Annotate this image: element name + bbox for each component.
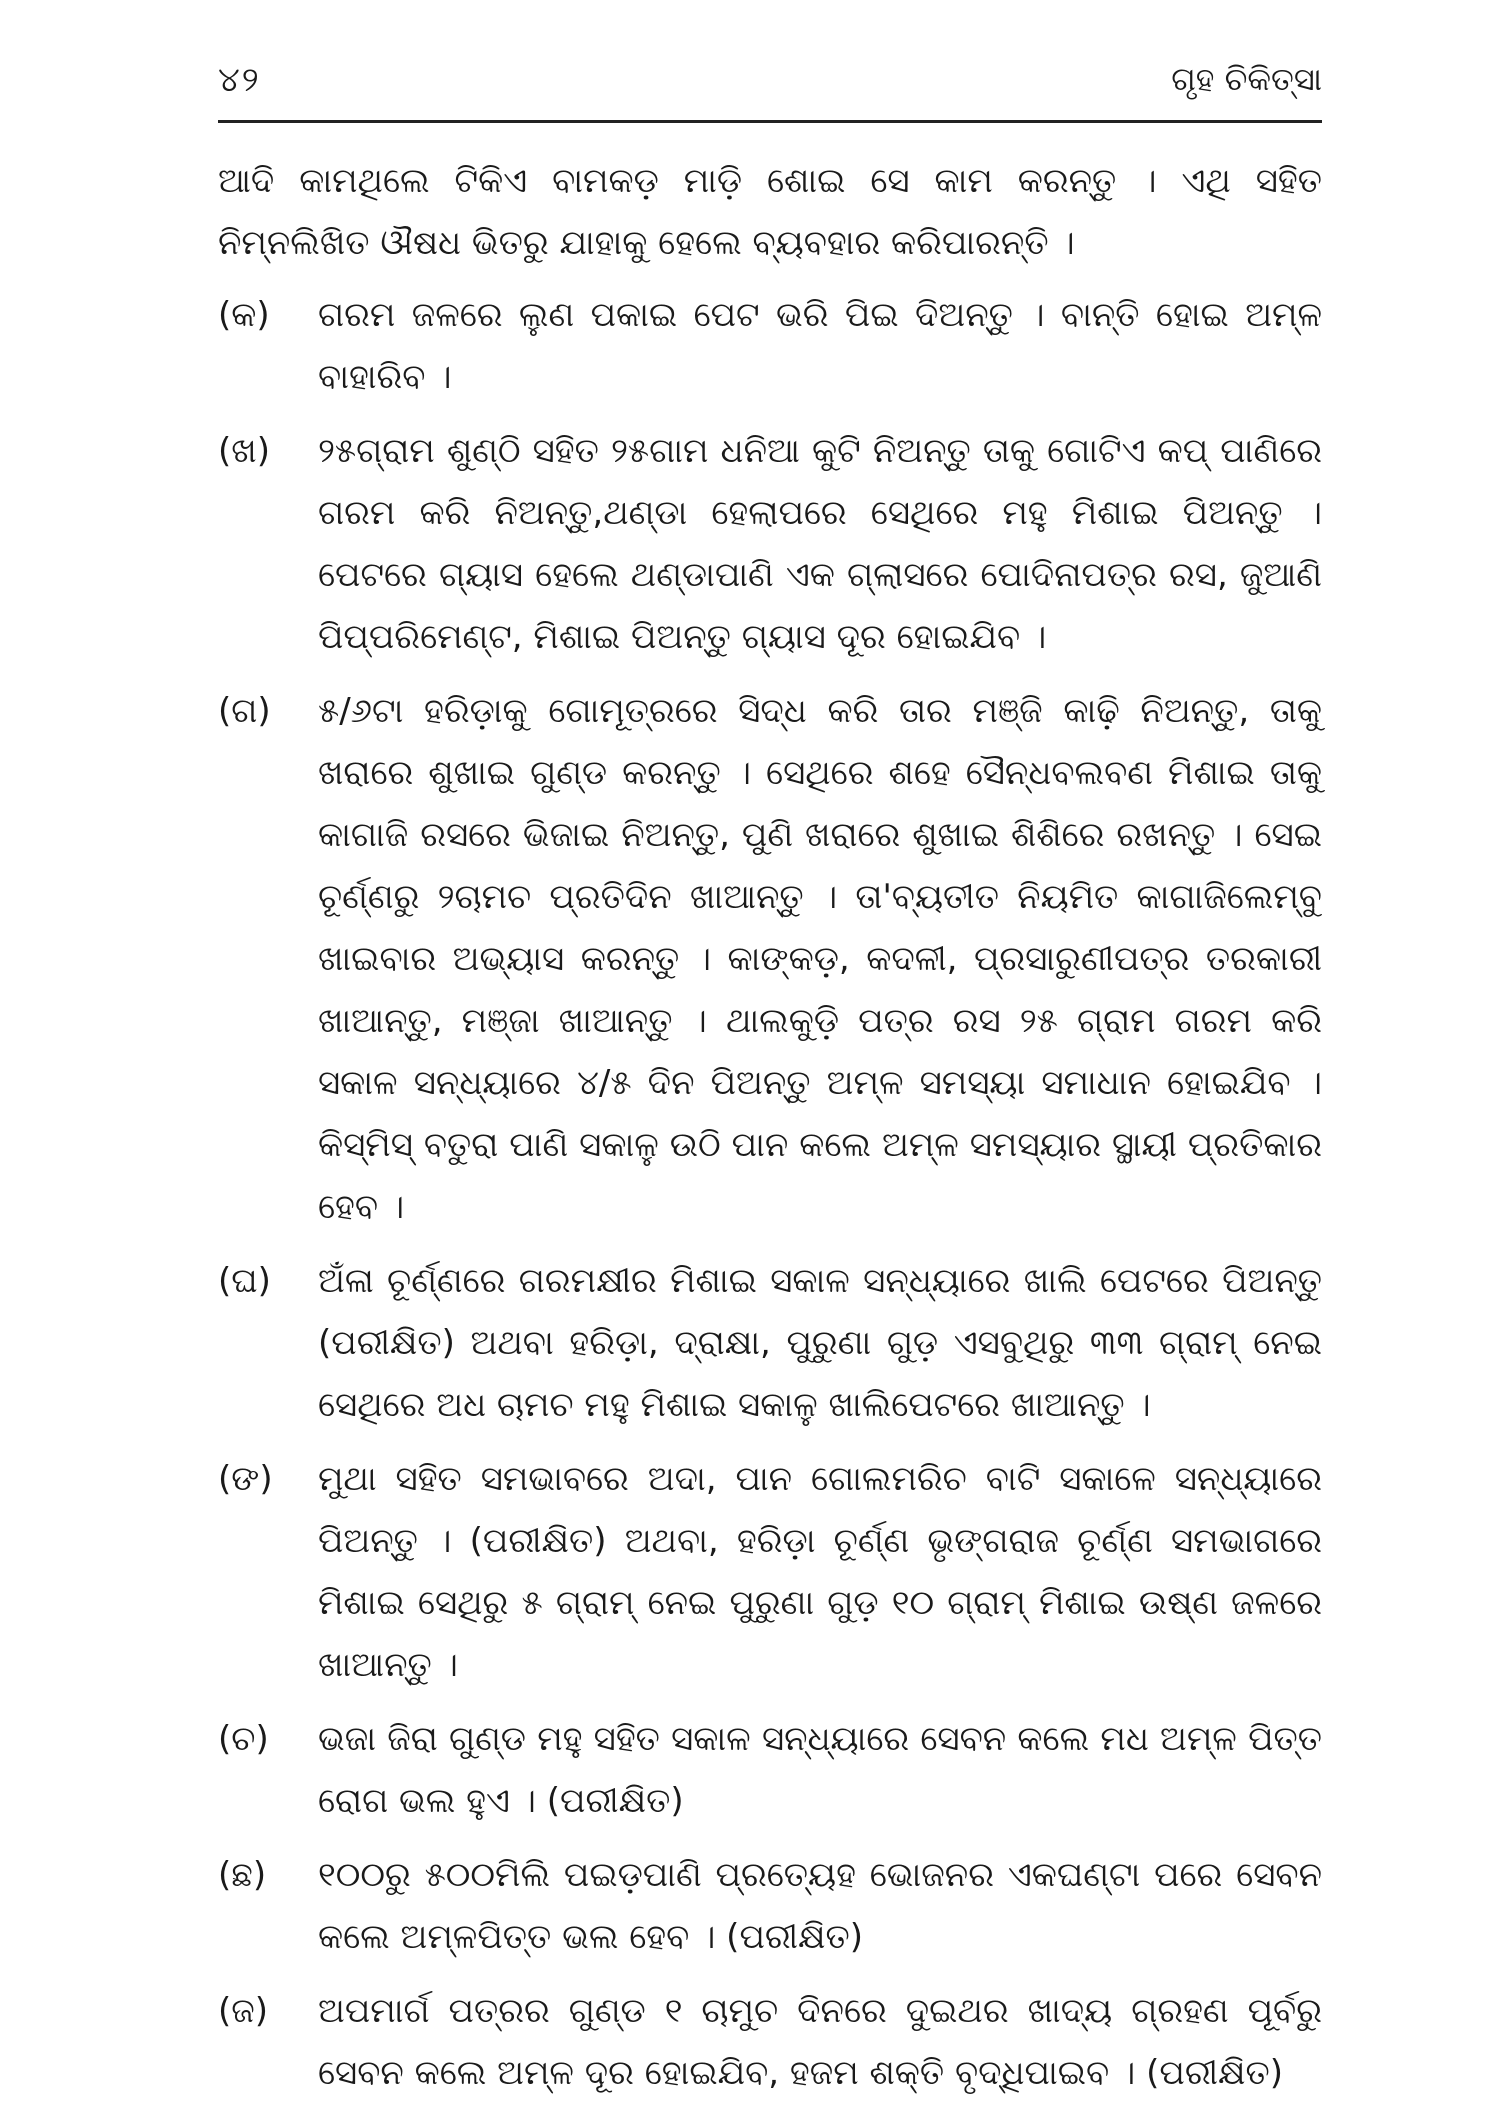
running-title: ଗୃହ ଚିକିତ୍ସା [1171, 60, 1322, 98]
item-text: ଅଁଳା ଚୂର୍ଣ୍ଣରେ ଗରମକ୍ଷୀର ମିଶାଇ ସକାଳ ସନ୍ଧ୍ୟାରେ ଖାଲି ପେଟରେ ପିଅନ୍ତୁ (ପରୀକ୍ଷିତ) ଅଥବା ହରିଡ଼ା, ଦ୍ରାକ୍ଷା, ପୁରୁଣା ଗୁଡ଼ ଏସବୁଥିରୁ ୩୩ ଗ୍ରାମ୍ ନେଇ ସେଥିରେ ଅଧ ଚାମଚ ମହୁ ମିଶାଇ ସକାଳୁ ଖାଲିପେଟରେ ଖାଆନ୍ତୁ । [318, 1261, 1322, 1425]
page-header [218, 52, 1322, 122]
item-text: ମୁଥା ସହିତ ସମଭାବରେ ଅଦା, ପାନ ଗୋଲମରିଚ ବାଟି ସକାଳେ ସନ୍ଧ୍ୟାରେ ପିଅନ୍ତୁ । (ପରୀକ୍ଷିତ) ଅଥବା, ହରିଡ଼ା ଚୂର୍ଣ୍ଣ ଭୃଙ୍ଗରାଜ ଚୂର୍ଣ୍ଣ ସମଭାଗରେ ମିଶାଇ ସେଥିରୁ ୫ ଗ୍ରାମ୍ ନେଇ ପୁରୁଣା ଗୁଡ଼ ୧୦ ଗ୍ରାମ୍ ମିଶାଇ ଉଷ୍ଣ ଜଳରେ ଖାଆନ୍ତୁ । [318, 1459, 1322, 1685]
list-item [218, 1448, 1322, 1696]
page-number: ୪୨ [218, 60, 261, 100]
item-text: ଅପମାର୍ଗ ପତ୍ରର ଗୁଣ୍ଡ ୧ ଚାମୁଚ ଦିନରେ ଦୁଇଥର ଖାଦ୍ୟ ଗ୍ରହଣ ପୂର୍ବରୁ ସେବନ କଲେ ଅମ୍ଳ ଦୂର ହୋଇଯିବ, ହଜମ ଶକ୍ତି ବୃଦ୍ଧିପାଇବ । (ପରୀକ୍ଷିତ) [318, 1991, 1322, 2093]
list-item [218, 1980, 1322, 2104]
list-item [218, 1250, 1322, 1436]
item-label: (ଖ) [218, 431, 270, 471]
item-label: (ଘ) [218, 1261, 271, 1301]
item-label: (ଜ) [218, 1991, 269, 2031]
item-text: ଗରମ ଜଳରେ ଲୁଣ ପକାଇ ପେଟ ଭରି ପିଇ ଦିଅନ୍ତୁ । ବାନ୍ତି ହୋଇ ଅମ୍ଳ ବାହାରିବ । [318, 295, 1322, 397]
item-text: ୨୫ଗ୍ରାମ ଶୁଣ୍ଠି ସହିତ ୨୫ଗାମ ଧନିଆ କୁଟି ନିଅନ୍ତୁ ତାକୁ ଗୋଟିଏ କପ୍ ପାଣିରେ ଗରମ କରି ନିଅନ୍ତୁ,ଥଣ୍ଡା ହେଲାପରେ ସେଥିରେ ମହୁ ମିଶାଇ ପିଅନ୍ତୁ । ପେଟରେ ଗ୍ୟାସ ହେଲେ ଥଣ୍ଡାପାଣି ଏକ ଗ୍ଲାସରେ ପୋଦିନାପତ୍ର ରସ, ଜୁଆଣି ପିପ୍ପରିମେଣ୍ଟ, ମିଶାଇ ପିଅନ୍ତୁ ଗ୍ୟାସ ଦୂର ହୋଇଯିବ । [318, 431, 1322, 657]
item-text: ୧୦୦ରୁ ୫୦୦ମିଲି ପଇଡ଼ପାଣି ପ୍ରତ୍ୟେହ ଭୋଜନର ଏକଘଣ୍ଟା ପରେ ସେବନ କଲେ ଅମ୍ଳପିତ୍ତ ଭଲ ହେବ । (ପରୀକ୍ଷିତ) [318, 1855, 1322, 1957]
body-text [218, 150, 1322, 2116]
list-item [218, 1708, 1322, 1832]
item-text: ଭଜା ଜିରା ଗୁଣ୍ଡ ମହୁ ସହିତ ସକାଳ ସନ୍ଧ୍ୟାରେ ସେବନ କଲେ ମଧ ଅମ୍ଳ ପିତ୍ତ ରୋଗ ଭଲ ହୁଏ । (ପରୀକ୍ଷିତ) [318, 1719, 1322, 1821]
list-item [218, 420, 1322, 668]
item-label: (ଛ) [218, 1855, 267, 1895]
list-item [218, 680, 1322, 1238]
list-item [218, 284, 1322, 408]
intro-paragraph: ଆଦି କାମଥିଲେ ଟିକିଏ ବାମକଡ଼ ମାଡ଼ି ଶୋଇ ସେ କାମ କରନ୍ତୁ । ଏଥି ସହିତ ନିମ୍ନଲିଖିତ ଔଷଧ ଭିତରୁ ଯାହାକୁ ହେଲେ ବ୍ୟବହାର କରିପାରନ୍ତି । [218, 161, 1322, 263]
list-item [218, 1844, 1322, 1968]
item-label: (ଙ) [218, 1459, 273, 1499]
item-label: (ଗ) [218, 691, 271, 731]
item-text: ୫/୬ଟା ହରିଡ଼ାକୁ ଗୋମୂତ୍ରରେ ସିଦ୍ଧ କରି ତାର ମଞ୍ଜି କାଢ଼ି ନିଅନ୍ତୁ, ତାକୁ ଖରାରେ ଶୁଖାଇ ଗୁଣ୍ଡ କରନ୍ତୁ । ସେଥିରେ ଶହେ ସୈନ୍ଧବଲବଣ ମିଶାଇ ତାକୁ କାଗାଜି ରସରେ ଭିଜାଇ ନିଅନ୍ତୁ, ପୁଣି ଖରାରେ ଶୁଖାଇ ଶିଶିରେ ରଖନ୍ତୁ । ସେଇ ଚୂର୍ଣ୍ଣରୁ ୨ଚାମଚ ପ୍ରତିଦିନ ଖାଆନ୍ତୁ । ତା'ବ୍ୟତୀତ ନିୟମିତ କାଗାଜିଲେମ୍ବୁ ଖାଇବାର ଅଭ୍ୟାସ କରନ୍ତୁ । କାଙ୍କଡ଼, କଦଳୀ, ପ୍ରସାରୁଣୀପତ୍ର ତରକାରୀ ଖାଆନ୍ତୁ, ମଞ୍ଜା ଖାଆନ୍ତୁ । ଥାଲକୁଡ଼ି ପତ୍ର ରସ ୨୫ ଗ୍ରାମ ଗରମ କରି ସକାଳ ସନ୍ଧ୍ୟାରେ ୪/୫ ଦିନ ପିଅନ୍ତୁ ଅମ୍ଳ ସମସ୍ୟା ସମାଧାନ ହୋଇଯିବ । କିସ୍‌ମିସ୍ ବତୁରା ପାଣି ସକାଳୁ ଉଠି ପାନ କଲେ ଅମ୍ଳ ସମସ୍ୟାର ସ୍ଥାୟୀ ପ୍ରତିକାର ହେବ । [318, 691, 1322, 1227]
item-label: (ଚ) [218, 1719, 269, 1759]
item-label: (କ) [218, 295, 270, 335]
header-divider [218, 120, 1322, 123]
